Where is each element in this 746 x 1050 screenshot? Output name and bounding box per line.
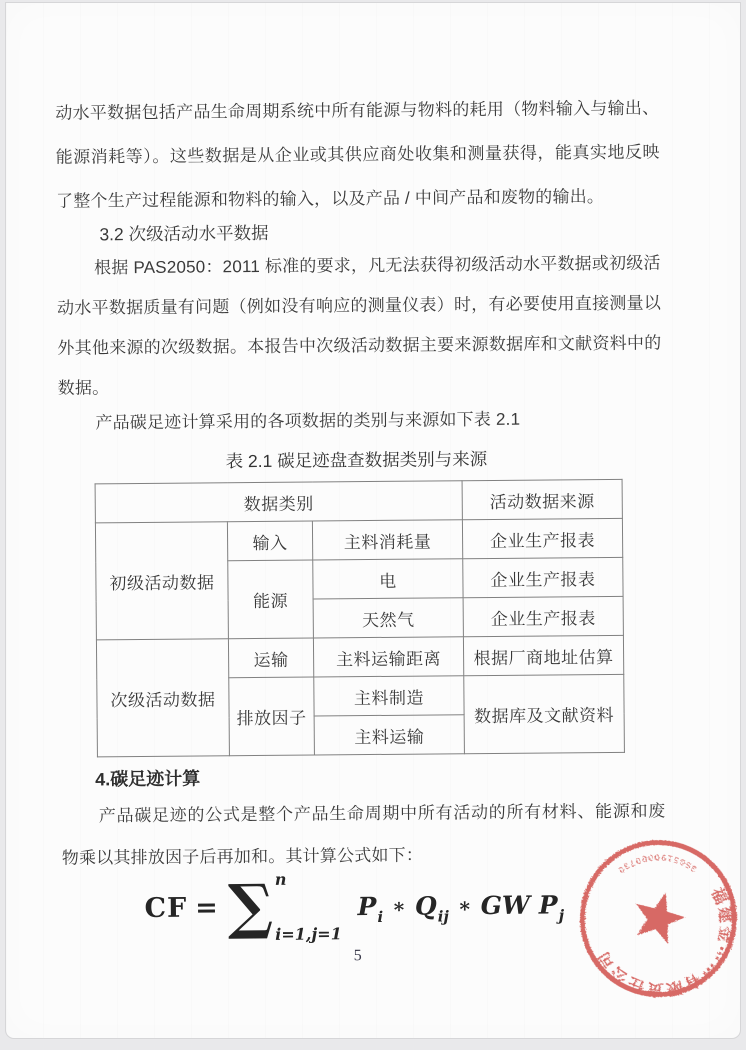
table-header-category: 数据类别 [95, 481, 462, 523]
table-row [95, 518, 622, 562]
term-p: P [357, 891, 377, 921]
cell-emission-factor: 排放因子 [229, 677, 315, 756]
formula-lower-limit: i=1,j=1 [275, 924, 342, 944]
formula-lhs: CF [144, 892, 188, 924]
multiply-operator-1: ∗ [391, 893, 406, 918]
cell-source-database: 数据库及文献资料 [464, 674, 625, 753]
term-q: Q [414, 890, 437, 921]
heading-section-4: 4.碳足迹计算 [95, 768, 201, 790]
cell-source-report-3: 企业生产报表 [463, 596, 623, 636]
cell-electricity: 电 [313, 559, 463, 599]
term-gwp: GW P [480, 889, 558, 920]
seal-company-name: 福建金⋯⋯有限责任公司 [594, 885, 735, 999]
cell-material-consumption: 主料消耗量 [312, 520, 462, 560]
table-header-source: 活动数据来源 [462, 479, 622, 519]
table-caption: 表 2.1 碳足迹盘查数据类别与来源 [225, 449, 488, 472]
table-row [95, 479, 622, 523]
cell-source-address-estimate: 根据厂商地址估算 [463, 635, 623, 675]
cell-secondary-group: 次级活动数据 [96, 639, 229, 757]
cell-primary-group: 初级活动数据 [95, 522, 228, 640]
formula-terms [357, 889, 565, 926]
paragraph-activity-data: 动水平数据包括产品生命周期系统中所有能源与物料的耗用（物料输入与输出、能源消耗等）。这些数据是从企业或其供应商处收集和测量获得，能真实地反映了整个生产过程能源和物料的输入，以及产品 / 中间产品和废物的输出。 [55, 98, 660, 211]
cell-energy: 能源 [228, 560, 314, 639]
formula-summation [228, 869, 342, 944]
page-number: 5 [353, 947, 362, 965]
seal-serial-number: 3505190000730 [615, 852, 699, 877]
data-category-table [95, 479, 625, 758]
cell-natural-gas: 天然气 [313, 598, 463, 638]
heading-section-3-2: 3.2 次级活动水平数据 [99, 222, 269, 245]
cell-input: 输入 [227, 521, 312, 561]
term-gwp-subscript: j [558, 905, 565, 924]
paragraph-formula-intro: 产品碳足迹的公式是整个产品生命周期中所有活动的所有材料、能源和废物乘以其排放因子后再加和。其计算公式如下： [61, 801, 666, 868]
table-row [96, 635, 623, 679]
seal-star-icon [627, 889, 692, 953]
paragraph-secondary-data: 根据 PAS2050：2011 标准的要求，凡无法获得初级活动水平数据或初级活动水平数据质量有问题（例如没有响应的测量仪表）时，有必要使用直接测量以外其他来源的次级数据。本报告中次级活动数据主要来源数据库和文献资料中的数据。 [56, 253, 662, 398]
cell-source-report-2: 企业生产报表 [463, 557, 623, 597]
cell-material-transportation: 主料运输 [314, 715, 464, 755]
paragraph-table-intro: 产品碳足迹计算采用的各项数据的类别与来源如下表 2.1 [95, 409, 521, 433]
term-q-subscript: ij [437, 906, 449, 925]
document-page [5, 2, 741, 1039]
cell-transport: 运输 [228, 638, 313, 678]
cell-material-manufacturing: 主料制造 [314, 676, 464, 716]
term-p-subscript: i [377, 907, 384, 926]
scanned-page-content [2, 0, 745, 1041]
sigma-symbol: ∑ [227, 871, 274, 943]
multiply-operator-2: ∗ [457, 892, 472, 917]
cell-transport-distance: 主料运输距离 [313, 637, 463, 677]
formula-upper-limit: n [274, 869, 287, 889]
formula-equals: = [195, 891, 218, 924]
cell-source-report-1: 企业生产报表 [462, 518, 622, 558]
